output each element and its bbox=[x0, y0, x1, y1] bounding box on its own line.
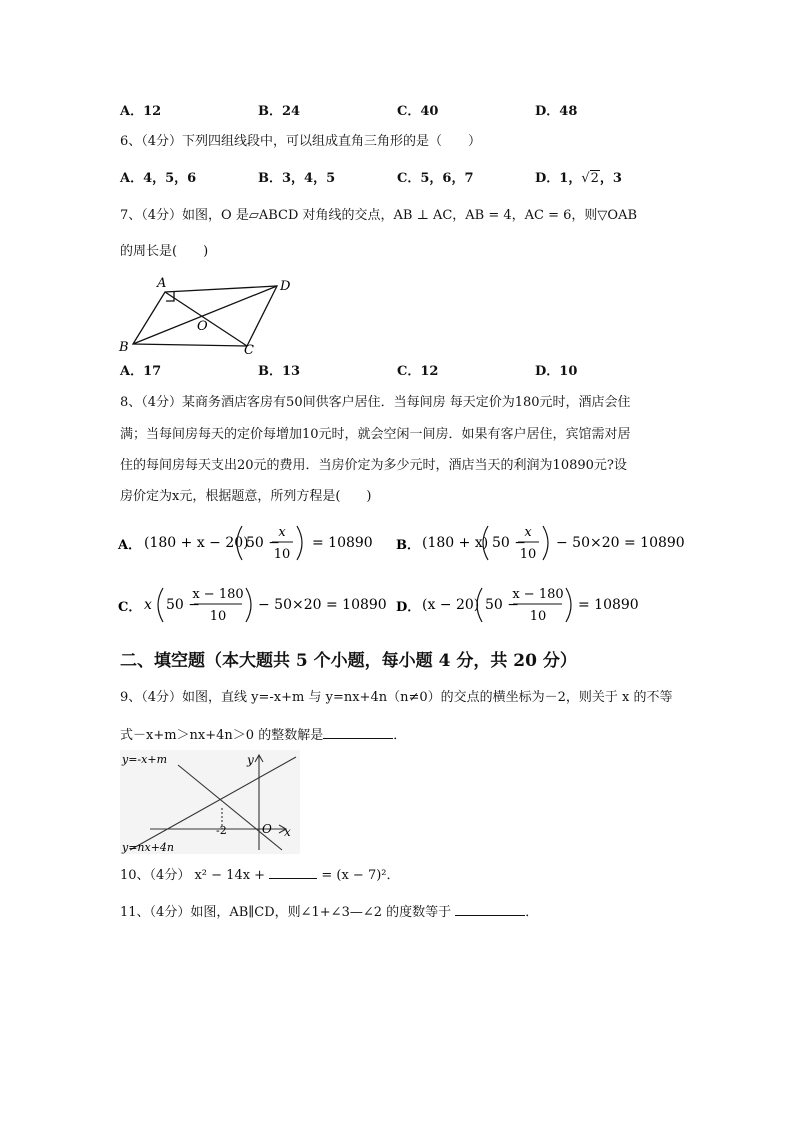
q8-option-d-label: D． bbox=[396, 600, 421, 615]
q6-option-b: B．3，4，5 bbox=[258, 171, 336, 186]
q6-stem: 6、（4分）下列四组线段中，可以组成直角三角形的是（ ） bbox=[120, 134, 482, 149]
q8-line2: 满；当每间房每天的定价每增加10元时，就会空闲一间房．如果有客户居住，宾馆需对居 bbox=[120, 427, 631, 442]
q7-option-a: A．17 bbox=[120, 364, 162, 379]
q9-line2 bbox=[120, 726, 406, 746]
q8-option-a-mid: 50 − bbox=[246, 535, 280, 551]
q8-option-c-label: C． bbox=[118, 600, 142, 615]
q8-option-d-left: (x − 20) bbox=[422, 597, 480, 613]
q11-answer-blank[interactable] bbox=[455, 903, 525, 916]
q8-line1: 8、（4分）某商务酒店客房有50间供客户居住．当每间房 每天定价为180元时，酒店会住 bbox=[120, 395, 631, 410]
q8-option-b-label: B． bbox=[396, 538, 420, 553]
q8-option-b bbox=[396, 520, 685, 568]
q8-line4: 房价定为x元，根据题意，所列方程是( ) bbox=[120, 489, 372, 504]
q5-option-b: B．24 bbox=[258, 104, 301, 119]
q8-line3: 住的每间房每天支出20元的费用．当房价定为多少元时，酒店当天的利润为10890元?设 bbox=[120, 458, 627, 473]
q8-option-d-mid: 50 − bbox=[485, 597, 519, 613]
q10-expr-right: = (x − 7)²． bbox=[321, 868, 400, 883]
q6-option-d-prefix: D．1， bbox=[535, 171, 582, 186]
label-c: C bbox=[244, 343, 254, 358]
label-o: O bbox=[197, 319, 208, 334]
q11 bbox=[120, 903, 538, 923]
q8-option-d-rest: = 10890 bbox=[578, 597, 639, 613]
q9-line2-end: ． bbox=[393, 728, 407, 743]
q10-prefix: 10、（4分） bbox=[120, 868, 191, 883]
q8-option-d-den: 10 bbox=[529, 609, 547, 624]
q8-option-b-num: x bbox=[524, 525, 532, 540]
q9-answer-blank[interactable] bbox=[323, 726, 393, 739]
label-origin: O bbox=[262, 822, 272, 836]
q6-option-d bbox=[535, 169, 622, 189]
q8-option-d bbox=[396, 582, 656, 630]
q7-stem-line1: 7、（4分）如图，O 是▱ABCD 对角线的交点，AB ⊥ AC，AB = 4，AC = 6，则▽OAB bbox=[120, 208, 638, 223]
label-b: B bbox=[119, 340, 129, 355]
label-tick-neg2: -2 bbox=[216, 824, 227, 837]
q8-option-a-left: (180 + x − 20) bbox=[144, 535, 249, 551]
q7-parallelogram-figure bbox=[115, 272, 305, 358]
q7-stem-line2: 的周长是( ) bbox=[120, 244, 209, 259]
q10 bbox=[120, 866, 400, 886]
q8-option-b-rest: − 50×20 = 10890 bbox=[556, 535, 685, 551]
q10-answer-blank[interactable] bbox=[269, 866, 317, 879]
q6-option-d-suffix: ，3 bbox=[599, 171, 622, 186]
q7-option-c: C．12 bbox=[397, 364, 439, 379]
q8-option-b-den: 10 bbox=[519, 547, 537, 562]
diagonal-bd bbox=[133, 286, 277, 344]
label-y-neg-x-plus-m: y=-x+m bbox=[122, 753, 167, 766]
q5-option-a: A．12 bbox=[120, 104, 162, 119]
q9-line1: 9、（4分）如图，直线 y=-x+m 与 y=nx+4n（n≠0）的交点的横坐标为－2，则关于 x 的不等 bbox=[120, 690, 673, 705]
q11-text: 11、（4分）如图，AB∥CD，则∠1+∠3—∠2 的度数等于 bbox=[120, 905, 452, 920]
q11-end: ． bbox=[525, 905, 539, 920]
q6-option-c: C．5，6，7 bbox=[397, 171, 474, 186]
q8-option-c-rest: − 50×20 = 10890 bbox=[258, 597, 387, 613]
q8-option-b-mid: 50 − bbox=[492, 535, 526, 551]
q8-option-a bbox=[118, 520, 378, 568]
label-d: D bbox=[280, 279, 291, 294]
q8-option-a-den: 10 bbox=[273, 547, 291, 562]
label-y-nx-plus-4n: y=nx+4n bbox=[122, 841, 175, 854]
q8-option-c-left: x bbox=[144, 597, 152, 613]
section-2-title: 二、填空题（本大题共 5 个小题，每小题 4 分，共 20 分） bbox=[120, 651, 577, 671]
q10-expr-left: x² − 14x + bbox=[194, 868, 266, 883]
q5-option-d: D．48 bbox=[535, 104, 578, 119]
q6-option-d-radicand: 2 bbox=[590, 171, 599, 186]
q8-option-a-label: A． bbox=[118, 538, 142, 553]
q8-option-c-num: x − 180 bbox=[192, 587, 244, 602]
q7-option-d: D．10 bbox=[535, 364, 578, 379]
label-y-axis: y bbox=[247, 753, 254, 767]
q7-option-b: B．13 bbox=[258, 364, 301, 379]
q8-option-c-mid: 50 − bbox=[166, 597, 200, 613]
q8-option-b-left: (180 + x) bbox=[422, 535, 489, 551]
label-x-axis: x bbox=[284, 825, 291, 839]
q9-figure bbox=[120, 750, 300, 854]
q8-option-c-den: 10 bbox=[209, 609, 227, 624]
q9-line2-text: 式－x+m＞nx+4n＞0 的整数解是 bbox=[120, 728, 324, 743]
sqrt-symbol: √ bbox=[581, 171, 590, 186]
q6-option-a: A．4，5，6 bbox=[120, 171, 197, 186]
q8-option-a-num: x bbox=[278, 525, 286, 540]
q8-option-a-rest: = 10890 bbox=[312, 535, 373, 551]
q8-option-c bbox=[118, 582, 388, 630]
q5-option-c: C．40 bbox=[397, 104, 439, 119]
label-a: A bbox=[157, 276, 167, 291]
q8-option-d-num: x − 180 bbox=[512, 587, 564, 602]
